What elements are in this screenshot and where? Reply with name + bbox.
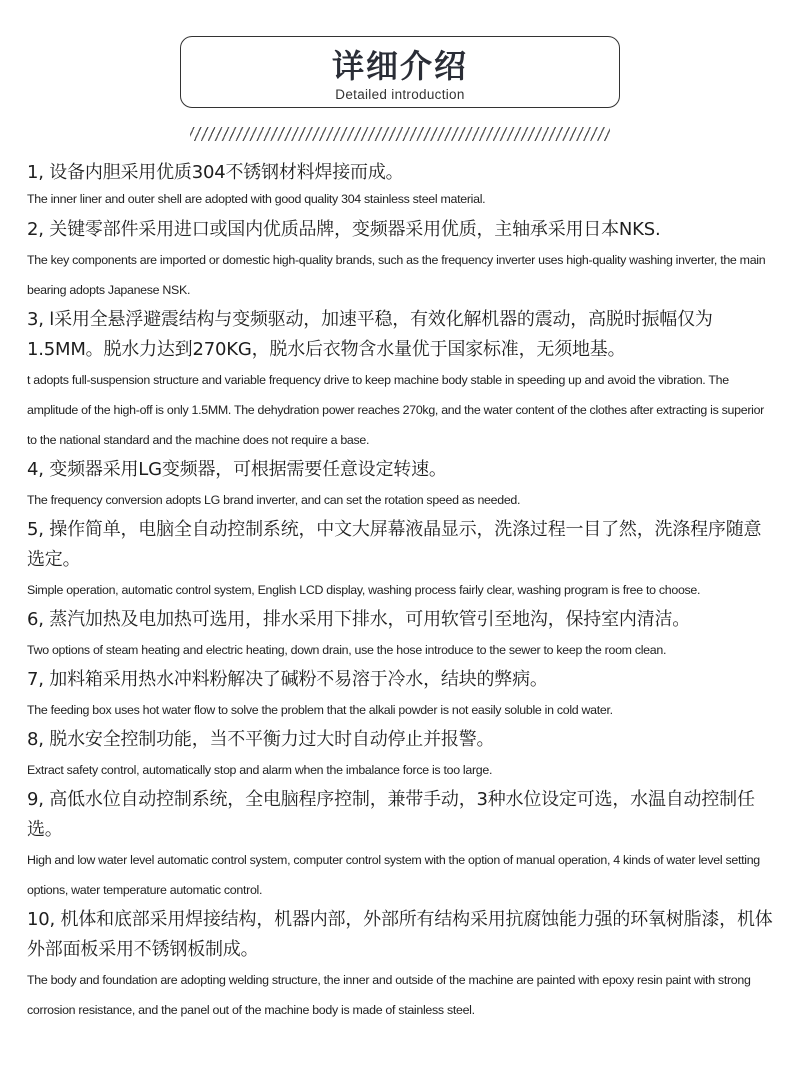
feature-cn-text: 3, l采用全悬浮避震结构与变频驱动，加速平稳，有效化解机器的震动，高脱时振幅仅为1.5MM。脱水力达到270KG，脱水后衣物含水量优于国家标准，无须地基。 bbox=[27, 309, 713, 360]
feature-en-text: Simple operation, automatic control system, English LCD display, washing process fairly clear, washing program is free to choose. bbox=[27, 583, 701, 597]
feature-item-7 bbox=[27, 665, 775, 725]
feature-en-text: The frequency conversion adopts LG brand inverter, and can set the rotation speed as needed. bbox=[27, 493, 521, 507]
feature-list bbox=[27, 158, 775, 1025]
feature-en-text: Extract safety control, automatically stop and alarm when the imbalance force is too large. bbox=[27, 763, 493, 777]
feature-cn-text: 2, 关键零部件采用进口或国内优质品牌，变频器采用优质，主轴承采用日本NKS. bbox=[27, 219, 661, 240]
page-subtitle: Detailed introduction bbox=[335, 87, 465, 102]
feature-en-text: High and low water level automatic control system, computer control system with the option of manual operation, 4 kinds of water level setting options, water temperature automatic control. bbox=[27, 853, 760, 897]
feature-item-4 bbox=[27, 455, 775, 515]
feature-en-text: The feeding box uses hot water flow to solve the problem that the alkali powder is not easily soluble in cold water. bbox=[27, 703, 613, 717]
feature-en-text: The inner liner and outer shell are adopted with good quality 304 stainless steel material. bbox=[27, 192, 486, 206]
feature-en-text: Two options of steam heating and electric heating, down drain, use the hose introduce to the sewer to keep the room clean. bbox=[27, 643, 667, 657]
feature-cn-text: 7, 加料箱采用热水冲料粉解决了碱粉不易溶于冷水，结块的弊病。 bbox=[27, 669, 548, 690]
feature-cn-text: 5, 操作简单，电脑全自动控制系统，中文大屏幕液晶显示，洗涤过程一目了然，洗涤程序随意选定。 bbox=[27, 519, 762, 570]
feature-cn-text: 10, 机体和底部采用焊接结构，机器内部，外部所有结构采用抗腐蚀能力强的环氧树脂漆，机体外部面板采用不锈钢板制成。 bbox=[27, 909, 773, 960]
feature-item-8 bbox=[27, 725, 775, 785]
feature-item-6 bbox=[27, 605, 775, 665]
feature-cn-text: 6, 蒸汽加热及电加热可选用，排水采用下排水，可用软管引至地沟，保持室内清洁。 bbox=[27, 609, 691, 630]
feature-cn-text: 8, 脱水安全控制功能，当不平衡力过大时自动停止并报警。 bbox=[27, 729, 495, 750]
feature-item-3 bbox=[27, 305, 775, 455]
feature-item-10 bbox=[27, 905, 775, 1025]
feature-en-text: The body and foundation are adopting welding structure, the inner and outside of the machine are painted with epoxy resin paint with strong corrosion resistance, and the panel out of the machine body is made of stainless steel. bbox=[27, 973, 751, 1017]
feature-item-2 bbox=[27, 215, 775, 305]
feature-en-text: t adopts full-suspension structure and variable frequency drive to keep machine body stable in speeding up and avoid the vibration. The amplitude of the high-off is only 1.5MM. The dehydration power reaches 270kg, and the water content of the clothes after extracting is superior to the national standard and the machine does not require a base. bbox=[27, 373, 765, 447]
feature-item-1 bbox=[27, 158, 775, 215]
feature-cn-text: 1, 设备内胆采用优质304不锈钢材料焊接而成。 bbox=[27, 162, 404, 183]
feature-cn-text: 9, 高低水位自动控制系统，全电脑程序控制，兼带手动，3种水位设定可选，水温自动控制任选。 bbox=[27, 789, 755, 840]
feature-en-text: The key components are imported or domestic high-quality brands, such as the frequency inverter uses high-quality washing inverter, the main bearing adopts Japanese NSK. bbox=[27, 253, 766, 297]
hatch-divider bbox=[190, 127, 610, 141]
page-title: 详细介绍 bbox=[331, 47, 468, 85]
feature-item-5 bbox=[27, 515, 775, 605]
feature-cn-text: 4, 变频器采用LG变频器，可根据需要任意设定转速。 bbox=[27, 459, 447, 480]
section-header bbox=[180, 36, 620, 108]
feature-item-9 bbox=[27, 785, 775, 905]
